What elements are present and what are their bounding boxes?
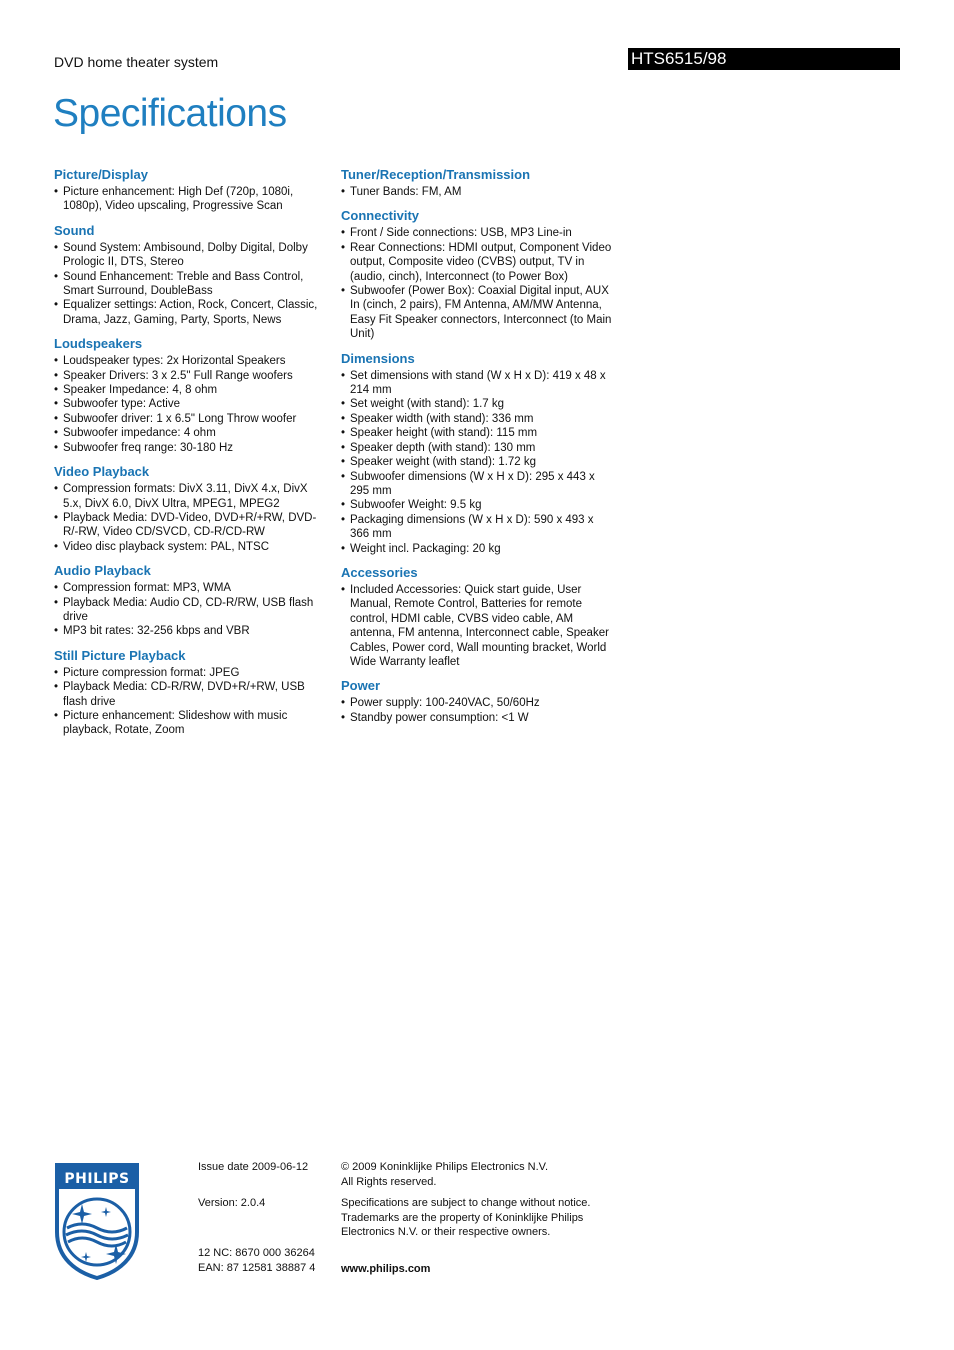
spec-item: • Loudspeaker types: 2x Horizontal Speakers — [54, 354, 328, 368]
spec-list — [54, 354, 328, 455]
section-heading: Power — [341, 678, 381, 694]
spec-item: • Sound System: Ambisound, Dolby Digital, Dolby Prologic II, DTS, Stereo — [54, 241, 328, 270]
footer-legal — [341, 1160, 601, 1276]
svg-text:PHILIPS: PHILIPS — [64, 1171, 130, 1187]
spec-item: • Subwoofer type: Active — [54, 397, 328, 411]
spec-item: • Speaker depth (with stand): 130 mm — [341, 441, 615, 455]
page-subtitle: DVD home theater system — [54, 54, 219, 70]
spec-item: • Video disc playback system: PAL, NTSC — [54, 540, 328, 554]
spec-item: • Subwoofer (Power Box): Coaxial Digital input, AUX In (cinch, 2 pairs), FM Antenna, AM/MW Antenna, Easy Fit Speaker connectors, Interconnect (to Main Unit) — [341, 284, 615, 342]
spec-section-audio-playback — [54, 563, 328, 639]
page-title: Specifications — [53, 92, 287, 135]
section-heading: Still Picture Playback — [54, 647, 186, 663]
section-heading: Loudspeakers — [54, 336, 143, 352]
spec-item: • Front / Side connections: USB, MP3 Line-in — [341, 226, 615, 240]
footer-product-info — [198, 1160, 328, 1275]
spec-item: • Speaker height (with stand): 115 mm — [341, 426, 615, 440]
section-heading: Video Playback — [54, 464, 150, 480]
right-spec-column — [341, 167, 615, 734]
copyright-line-1: © 2009 Koninklijke Philips Electronics N.V. — [341, 1161, 549, 1173]
spec-item: • Subwoofer freq range: 30-180 Hz — [54, 441, 328, 455]
spec-section-sound — [54, 223, 328, 327]
spec-item: • Set weight (with stand): 1.7 kg — [341, 397, 615, 411]
spec-section-picture-display — [54, 167, 328, 214]
nc-number: 12 NC: 8670 000 36264 — [198, 1247, 315, 1259]
section-heading: Dimensions — [341, 350, 415, 366]
spec-item: • Standby power consumption: <1 W — [341, 711, 615, 725]
spec-item: • Rear Connections: HDMI output, Component Video output, Composite video (CVBS) output, TV in (audio, cinch), Interconnect (to Power Box) — [341, 241, 615, 284]
spec-list — [341, 583, 615, 669]
spec-item: • Picture enhancement: Slideshow with music playback, Rotate, Zoom — [54, 709, 328, 738]
spec-list — [341, 226, 615, 341]
left-spec-column — [54, 167, 328, 747]
spec-section-accessories — [341, 565, 615, 669]
copyright-line-2: All Rights reserved. — [341, 1175, 437, 1188]
spec-item: • Weight incl. Packaging: 20 kg — [341, 542, 615, 556]
section-heading: Connectivity — [341, 208, 420, 224]
spec-list — [54, 581, 328, 639]
spec-item: • Compression formats: DivX 3.11, DivX 4.x, DivX 5.x, DivX 6.0, DivX Ultra, MPEG1, MPEG2 — [54, 482, 328, 511]
spec-list — [54, 185, 328, 214]
legal-notice: Specifications are subject to change without notice. Trademarks are the property of Koninklijke Philips Electronics N.V. or their respective owners. — [341, 1197, 591, 1238]
spec-item: • Playback Media: DVD-Video, DVD+R/+RW, DVD-R/-RW, Video CD/SVCD, CD-R/CD-RW — [54, 511, 328, 540]
spec-item: • Playback Media: CD-R/RW, DVD+R/+RW, USB flash drive — [54, 680, 328, 709]
spec-item: • Subwoofer driver: 1 x 6.5" Long Throw woofer — [54, 412, 328, 426]
spec-item: • Speaker Drivers: 3 x 2.5" Full Range woofers — [54, 369, 328, 383]
spec-section-loudspeakers — [54, 336, 328, 455]
spec-item: • Sound Enhancement: Treble and Bass Control, Smart Surround, DoubleBass — [54, 270, 328, 299]
model-number-bar: HTS6515/98 — [628, 48, 900, 70]
spec-list — [341, 369, 615, 556]
spec-item: • Playback Media: Audio CD, CD-R/RW, USB flash drive — [54, 596, 328, 625]
spec-item: • Set dimensions with stand (W x H x D): 419 x 48 x 214 mm — [341, 369, 615, 398]
spec-list — [54, 666, 328, 738]
spec-item: • Picture enhancement: High Def (720p, 1080i, 1080p), Video upscaling, Progressive Scan — [54, 185, 328, 214]
philips-shield-logo — [54, 1162, 140, 1280]
spec-item: • Compression format: MP3, WMA — [54, 581, 328, 595]
website-link[interactable]: www.philips.com — [341, 1262, 431, 1275]
philips-shield-icon — [54, 1162, 140, 1280]
spec-item: • Subwoofer impedance: 4 ohm — [54, 426, 328, 440]
spec-list — [54, 482, 328, 554]
spec-item: • Equalizer settings: Action, Rock, Concert, Classic, Drama, Jazz, Gaming, Party, Sports, News — [54, 298, 328, 327]
spec-section-video-playback — [54, 464, 328, 554]
section-heading: Accessories — [341, 564, 418, 580]
spec-section-power — [341, 678, 615, 725]
spec-item: • Speaker Impedance: 4, 8 ohm — [54, 383, 328, 397]
spec-item: • Tuner Bands: FM, AM — [341, 185, 615, 199]
section-heading: Sound — [54, 222, 95, 238]
section-heading: Tuner/Reception/Transmission — [341, 167, 531, 182]
spec-item: • Speaker width (with stand): 336 mm — [341, 412, 615, 426]
spec-list — [341, 185, 615, 199]
spec-section-connectivity — [341, 208, 615, 341]
spec-section-tuner-reception-transmission — [341, 167, 615, 199]
spec-section-dimensions — [341, 351, 615, 556]
spec-list — [54, 241, 328, 327]
section-heading: Picture/Display — [54, 167, 148, 182]
spec-item: • Packaging dimensions (W x H x D): 590 x 493 x 366 mm — [341, 513, 615, 542]
ean-number: EAN: 87 12581 38887 4 — [198, 1261, 316, 1274]
spec-section-still-picture-playback — [54, 648, 328, 738]
spec-item: • Picture compression format: JPEG — [54, 666, 328, 680]
spec-item: • MP3 bit rates: 32-256 kbps and VBR — [54, 624, 328, 638]
section-heading: Audio Playback — [54, 563, 151, 579]
spec-list — [341, 696, 615, 725]
version: Version: 2.0.4 — [198, 1196, 266, 1209]
spec-item: • Speaker weight (with stand): 1.72 kg — [341, 455, 615, 469]
spec-item: • Subwoofer Weight: 9.5 kg — [341, 498, 615, 512]
issue-date: Issue date 2009-06-12 — [198, 1161, 309, 1173]
spec-item: • Subwoofer dimensions (W x H x D): 295 x 443 x 295 mm — [341, 470, 615, 499]
spec-item: • Power supply: 100-240VAC, 50/60Hz — [341, 696, 615, 710]
spec-item: • Included Accessories: Quick start guide, User Manual, Remote Control, Batteries for remote control, HDMI cable, CVBS video cable, AM antenna, FM antenna, Interconnect cable, Speaker Cables, Power cord, Wall mounting bracket, World Wide Warranty leaflet — [341, 583, 615, 669]
